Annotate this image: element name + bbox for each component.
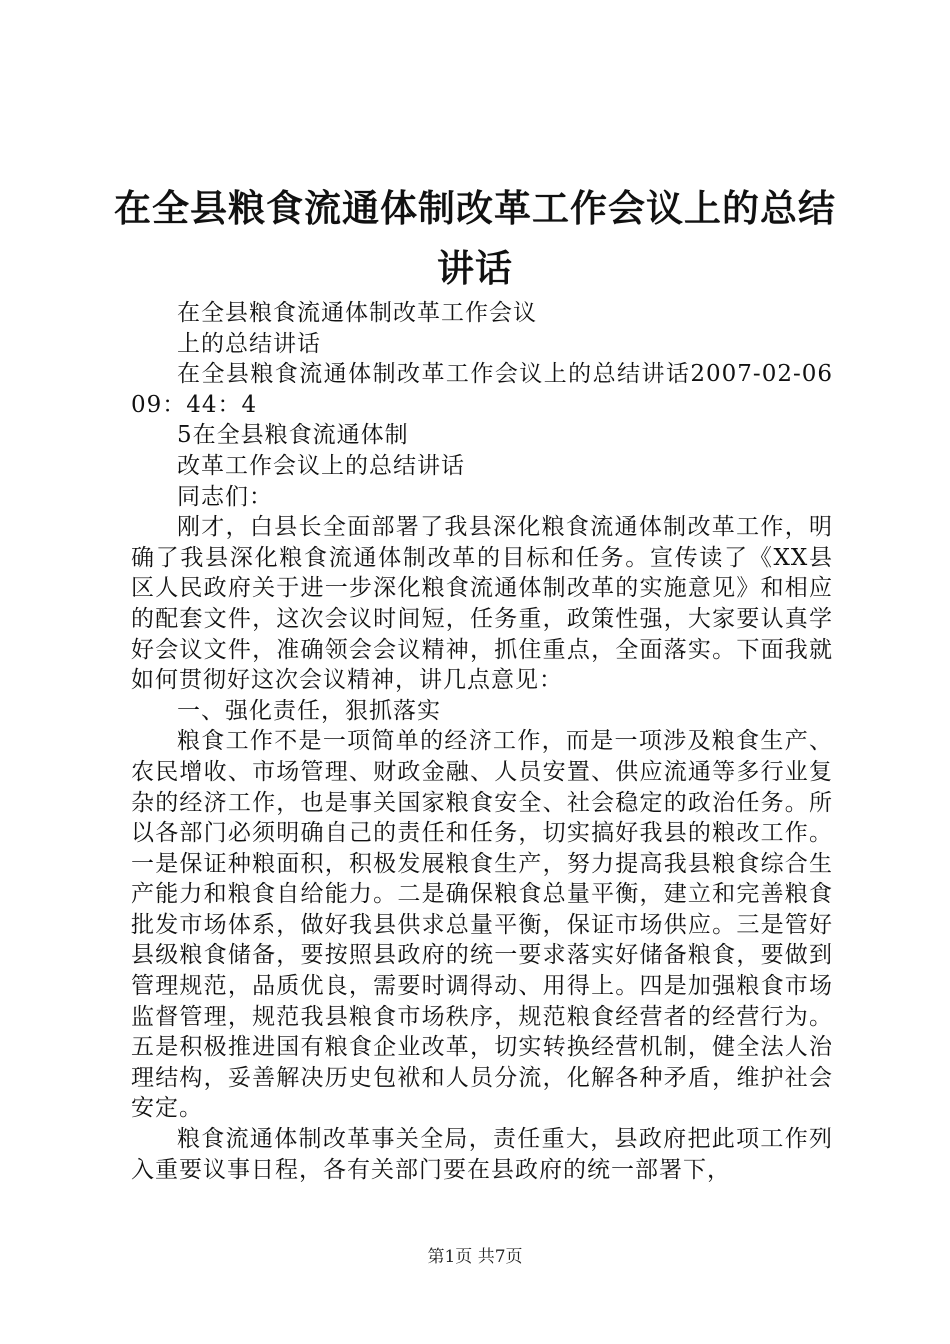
paragraph-2: 上的总结讲话 bbox=[177, 330, 321, 357]
paragraph-5: 改革工作会议上的总结讲话 bbox=[177, 452, 465, 479]
paragraph-section-1: 粮食工作不是一项简单的经济工作，而是一项涉及粮食生产、农民增收、市场管理、财政金融、人员安置、供应流通等多行业复杂的经济工作，也是事关国家粮食安全、社会稳定的政治任务。所以各部门必须明确自己的责任和任务，切实搞好我县的粮改工作。一是保证种粮面积，积极发展粮食生产，努力提高我县粮食综合生产能力和粮食自给能力。二是确保粮食总量平衡，建立和完善粮食批发市场体系，做好我县供求总量平衡，保证市场供应。三是管好县级粮食储备，要按照县政府的统一要求落实好储备粮食，要做到管理规范，品质优良，需要时调得动、用得上。四是加强粮食市场监督管理，规范我县粮食市场秩序，规范粮食经营者的经营行为。五是积极推进国有粮食企业改革，切实转换经营机制，健全法人治理结构，妥善解决历史包袱和人员分流，化解各种矛盾，维护社会安定。 bbox=[131, 728, 833, 1122]
salutation: 同志们： bbox=[177, 483, 273, 510]
paragraph-continuation: 粮食流通体制改革事关全局，责任重大，县政府把此项工作列入重要议事日程，各有关部门要在县政府的统一部署下， bbox=[131, 1126, 833, 1183]
paragraph-4: 5在全县粮食流通体制 bbox=[177, 422, 409, 449]
paragraph-1: 在全县粮食流通体制改革工作会议 bbox=[177, 300, 537, 326]
paragraph-intro: 刚才，白县长全面部署了我县深化粮食流通体制改革工作，明确了我县深化粮食流通体制改革的目标和任务。宣传读了《XX县区人民政府关于进一步深化粮食流通体制改革的实施意见》和相应的配套文件，这次会议时间短，任务重，政策性强，大家要认真学好会议文件，准确领会会议精神，抓住重点，全面落实。下面我就如何贯彻好这次会议精神，讲几点意见： bbox=[131, 514, 833, 694]
paragraph-3: 在全县粮食流通体制改革工作会议上的总结讲话2007-02-0609：44：4 bbox=[131, 361, 833, 418]
section-heading: 一、强化责任，狠抓落实 bbox=[177, 697, 441, 724]
document-title: 在全县粮食流通体制改革工作会议上的总结讲话 bbox=[114, 186, 836, 290]
page-number: 第1页 共7页 bbox=[427, 1247, 523, 1267]
document-body bbox=[131, 298, 833, 1185]
